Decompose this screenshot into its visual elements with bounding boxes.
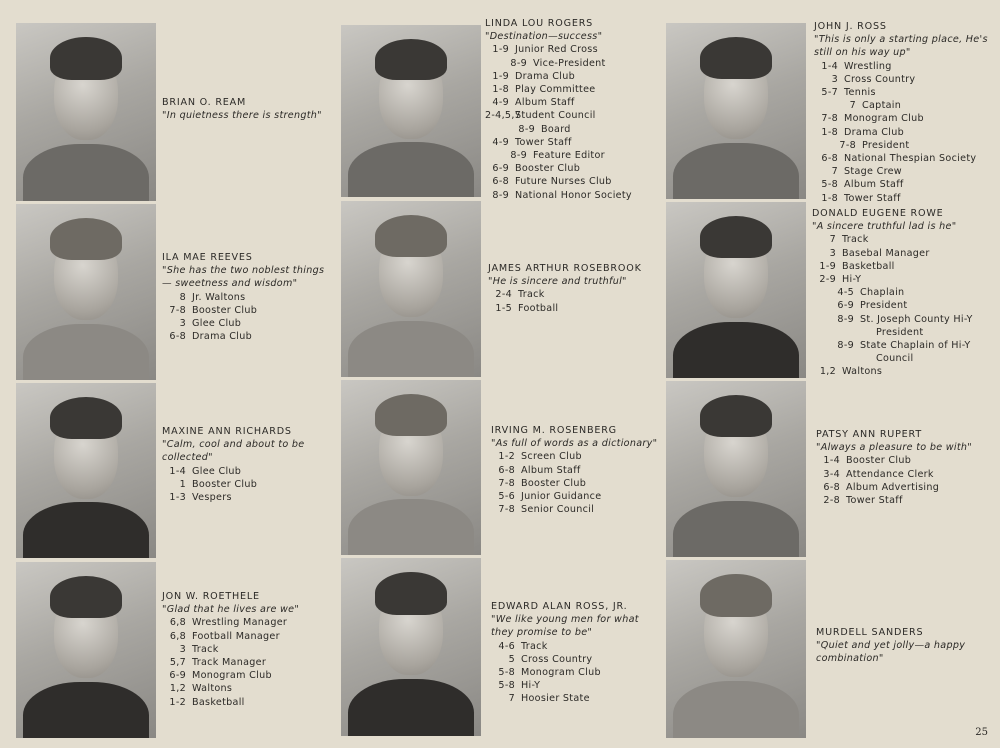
- student-quote: "A sincere truthful lad is he": [812, 221, 957, 233]
- student-quote: "As full of words as a dictionary": [491, 438, 658, 450]
- activity-years: 3: [179, 643, 186, 655]
- student-quote: "This is only a starting place, He's still on his way up": [814, 34, 988, 59]
- activity-years: 6-8: [169, 331, 186, 343]
- activity-years: 7-8: [839, 139, 856, 151]
- student-entry: [162, 425, 332, 504]
- student-name: ILA MAE REEVES: [162, 252, 253, 263]
- activity-label: Tennis: [844, 87, 876, 99]
- activity-years: 1-9: [492, 70, 509, 82]
- activity-years: 4-9: [492, 97, 509, 109]
- activity-years: 1-2: [498, 451, 515, 463]
- activity-years: 5-7: [821, 87, 838, 99]
- activity-label: Booster Club: [192, 478, 258, 490]
- activity-label: Drama Club: [844, 126, 905, 138]
- activity-label: Drama Club: [192, 331, 253, 343]
- activity-row: [162, 304, 332, 317]
- activity-years: 4-9: [492, 136, 509, 148]
- activity-years: 1-2: [169, 696, 186, 708]
- activity-label: President: [876, 326, 924, 338]
- activity-years: 2-8: [823, 495, 840, 507]
- activity-label: Screen Club: [521, 451, 582, 463]
- student-photo-rogers: [341, 25, 481, 197]
- student-entry: [162, 96, 332, 122]
- activity-years: 8-9: [510, 57, 527, 69]
- activity-years: 5-8: [821, 179, 838, 191]
- activity-label: Hoosier State: [521, 693, 590, 705]
- activity-row: [485, 175, 660, 188]
- activity-years: 8-9: [510, 150, 527, 162]
- student-quote: "He is sincere and truthful": [488, 276, 627, 288]
- activity-years: 1-5: [495, 302, 512, 314]
- activity-row: [814, 178, 994, 191]
- activity-label: Glee Club: [192, 318, 242, 330]
- activity-years: 5-8: [498, 667, 515, 679]
- activity-row: [485, 149, 660, 162]
- activity-years: 1-4: [169, 465, 186, 477]
- activity-row: [485, 83, 660, 96]
- activity-years: 5-6: [498, 491, 515, 503]
- activity-years: 5: [508, 653, 515, 665]
- activity-label: President: [860, 300, 908, 312]
- activity-label: Council: [876, 353, 914, 365]
- activity-row: [812, 260, 992, 273]
- activity-label: Album Staff: [521, 464, 581, 476]
- student-name: DONALD EUGENE ROWE: [812, 208, 944, 219]
- activity-years: 8-9: [518, 123, 535, 135]
- activity-years: 1,2: [169, 683, 186, 695]
- activity-row: [488, 288, 658, 301]
- activity-label: Waltons: [192, 683, 233, 695]
- activity-row: [816, 481, 994, 494]
- activity-row: [162, 317, 332, 330]
- activity-row: [814, 86, 994, 99]
- student-entry: [816, 626, 986, 666]
- activity-row: [162, 465, 332, 478]
- student-name: JOHN J. ROSS: [814, 21, 887, 32]
- activity-row: [814, 99, 994, 112]
- activity-row: [162, 491, 332, 504]
- activity-years: 1-8: [492, 84, 509, 96]
- activity-years: 6-8: [498, 464, 515, 476]
- activity-label: Cross Country: [844, 73, 916, 85]
- activity-years: 7-8: [498, 477, 515, 489]
- activity-years: 1-3: [169, 492, 186, 504]
- activity-years: 8-9: [492, 189, 509, 201]
- student-entry: [162, 251, 332, 343]
- activity-label: Booster Club: [521, 477, 587, 489]
- student-quote: "Glad that he lives are we": [162, 604, 300, 616]
- activity-years: 8-9: [837, 313, 854, 325]
- activity-years: 6-8: [821, 153, 838, 165]
- activity-years: 7: [831, 166, 838, 178]
- activity-years: 8: [179, 291, 186, 303]
- activity-years: 5-8: [498, 680, 515, 692]
- activity-row: [162, 682, 332, 695]
- activity-row: [162, 643, 332, 656]
- activity-row: [814, 126, 994, 139]
- activity-years: 3: [179, 318, 186, 330]
- activity-row: [485, 43, 660, 56]
- activity-label: Stage Crew: [844, 166, 902, 178]
- activity-years: 1: [179, 478, 186, 490]
- activity-label: Album Staff: [844, 179, 904, 191]
- activity-row: [812, 299, 992, 312]
- activity-row: [814, 165, 994, 178]
- student-entry: [491, 424, 661, 516]
- activity-label: Drama Club: [515, 70, 576, 82]
- activity-label: Track: [521, 640, 548, 652]
- student-name: JAMES ARTHUR ROSEBROOK: [488, 263, 642, 274]
- student-entry: [816, 428, 994, 507]
- activity-years: 6-8: [823, 481, 840, 493]
- activity-label: Hi-Y: [842, 274, 862, 286]
- student-photo-roethele: [16, 562, 156, 738]
- activity-years: 1-4: [823, 455, 840, 467]
- activity-row: [814, 73, 994, 86]
- student-photo-sanders: [666, 560, 806, 738]
- activity-row: [485, 123, 660, 136]
- activity-row: [162, 669, 332, 682]
- activity-label: Board: [541, 123, 571, 135]
- activity-row: [485, 136, 660, 149]
- activity-label: National Thespian Society: [844, 153, 977, 165]
- activity-label: Attendance Clerk: [846, 468, 934, 480]
- activity-label: Junior Guidance: [521, 491, 602, 503]
- activity-row: [485, 162, 660, 175]
- student-photo-reeves: [16, 204, 156, 380]
- activity-row: [491, 450, 661, 463]
- activity-years: 7: [849, 100, 856, 112]
- activity-label: Basebal Manager: [842, 247, 930, 259]
- student-entry: [162, 590, 332, 709]
- activity-row: [812, 339, 992, 352]
- activity-row: [485, 57, 660, 70]
- activity-years: 1-9: [492, 44, 509, 56]
- activity-label: Chaplain: [860, 287, 905, 299]
- student-name: IRVING M. ROSENBERG: [491, 425, 617, 436]
- activity-row: [485, 109, 660, 122]
- student-photo-rowe: [666, 202, 806, 378]
- activity-row: [162, 616, 332, 629]
- activity-years: 1-9: [819, 260, 836, 272]
- activity-row: [816, 494, 994, 507]
- activity-years: 1-8: [821, 126, 838, 138]
- activity-label: Monogram Club: [192, 670, 272, 682]
- activity-label: Booster Club: [515, 163, 581, 175]
- activity-years: 2-4: [495, 289, 512, 301]
- activity-row: [812, 233, 992, 246]
- activity-label: Feature Editor: [533, 150, 605, 162]
- student-name: MURDELL SANDERS: [816, 627, 924, 638]
- activity-row: [162, 630, 332, 643]
- student-quote: "Destination—success": [485, 31, 603, 43]
- activity-label: Student Council: [515, 110, 596, 122]
- activity-years: 7-8: [498, 504, 515, 516]
- activity-years: 8-9: [837, 340, 854, 352]
- activity-row: [491, 679, 651, 692]
- activity-row: [491, 640, 651, 653]
- activity-row: [162, 330, 332, 343]
- activity-years: 6-9: [492, 163, 509, 175]
- activity-row: [814, 139, 994, 152]
- activity-row: [812, 365, 992, 378]
- student-name: EDWARD ALAN ROSS, JR.: [491, 601, 628, 612]
- activity-label: President: [862, 139, 910, 151]
- activity-row: [491, 464, 661, 477]
- activity-years: 3-4: [823, 468, 840, 480]
- activity-years: 4-5: [837, 287, 854, 299]
- activity-years: 1-8: [821, 192, 838, 204]
- activity-row: [488, 302, 658, 315]
- activity-label: Wrestling: [844, 60, 892, 72]
- activity-label: Play Committee: [515, 84, 596, 96]
- activity-row: [812, 326, 992, 339]
- activity-label: Hi-Y: [521, 680, 541, 692]
- student-photo-john-ross: [666, 23, 806, 199]
- activity-row: [816, 454, 994, 467]
- activity-row: [162, 696, 332, 709]
- activity-label: Junior Red Cross: [515, 44, 598, 56]
- activity-years: 2-9: [819, 274, 836, 286]
- activity-years: 7-8: [169, 304, 186, 316]
- activity-label: Waltons: [842, 366, 883, 378]
- student-name: JON W. ROETHELE: [162, 591, 260, 602]
- activity-row: [812, 352, 992, 365]
- activity-row: [812, 273, 992, 286]
- student-quote: "Calm, cool and about to be collected": [162, 439, 305, 464]
- student-quote: "In quietness there is strength": [162, 110, 322, 122]
- activity-row: [491, 490, 661, 503]
- activity-years: 3: [829, 247, 836, 259]
- activity-label: Track: [842, 234, 869, 246]
- student-photo-rupert: [666, 381, 806, 557]
- activity-row: [812, 313, 992, 326]
- activity-row: [162, 291, 332, 304]
- activity-label: Album Advertising: [846, 481, 940, 493]
- activity-label: Glee Club: [192, 465, 242, 477]
- activity-row: [162, 478, 332, 491]
- student-photo-rosenberg: [341, 380, 481, 555]
- page-number: 25: [975, 727, 988, 738]
- activity-label: Track Manager: [192, 657, 267, 669]
- activity-label: Album Staff: [515, 97, 575, 109]
- activity-years: 1-4: [821, 60, 838, 72]
- activity-row: [812, 247, 992, 260]
- activity-years: 6,8: [169, 617, 186, 629]
- activity-years: 5,7: [169, 657, 186, 669]
- activity-years: 6-9: [169, 670, 186, 682]
- activity-label: Booster Club: [192, 304, 258, 316]
- activity-label: Tower Staff: [515, 136, 572, 148]
- student-entry: [814, 20, 994, 205]
- activity-years: 6-8: [492, 176, 509, 188]
- activity-years: 7: [829, 234, 836, 246]
- activity-label: Tower Staff: [844, 192, 901, 204]
- student-name: LINDA LOU ROGERS: [485, 18, 594, 29]
- activity-label: Football Manager: [192, 630, 280, 642]
- activity-label: Track: [518, 289, 545, 301]
- activity-years: 6,8: [169, 630, 186, 642]
- activity-label: Jr. Waltons: [192, 291, 246, 303]
- activity-label: Basketball: [842, 260, 895, 272]
- activity-row: [491, 477, 661, 490]
- activity-years: 2-4,5,7: [485, 110, 522, 122]
- activity-label: Future Nurses Club: [515, 176, 612, 188]
- activity-row: [816, 468, 994, 481]
- activity-row: [491, 503, 661, 516]
- activity-row: [814, 112, 994, 125]
- activity-row: [485, 189, 660, 202]
- activity-label: Vespers: [192, 492, 232, 504]
- activity-label: Tower Staff: [846, 495, 903, 507]
- activity-label: St. Joseph County Hi-Y: [860, 313, 973, 325]
- activity-label: National Honor Society: [515, 189, 632, 201]
- activity-row: [162, 656, 332, 669]
- activity-label: Football: [518, 302, 559, 314]
- activity-label: Monogram Club: [844, 113, 924, 125]
- student-quote: "She has the two noblest things— sweetness and wisdom": [162, 265, 325, 290]
- activity-label: Basketball: [192, 696, 245, 708]
- student-photo-rosebrook: [341, 201, 481, 377]
- activity-row: [491, 653, 651, 666]
- activity-label: Booster Club: [846, 455, 912, 467]
- student-entry: [812, 207, 992, 379]
- activity-years: 7: [508, 693, 515, 705]
- activity-row: [485, 70, 660, 83]
- activity-label: Captain: [862, 100, 902, 112]
- student-photo-ream: [16, 23, 156, 201]
- activity-years: 6-9: [837, 300, 854, 312]
- student-photo-ross-jr: [341, 558, 481, 736]
- student-name: BRIAN O. REAM: [162, 97, 247, 108]
- activity-years: [812, 326, 876, 339]
- activity-row: [814, 192, 994, 205]
- activity-label: Cross Country: [521, 653, 593, 665]
- activity-label: Wrestling Manager: [192, 617, 288, 629]
- activity-years: 1,2: [819, 366, 836, 378]
- activity-label: Senior Council: [521, 504, 595, 516]
- activity-row: [491, 692, 651, 705]
- activity-row: [812, 286, 992, 299]
- student-name: PATSY ANN RUPERT: [816, 429, 922, 440]
- activity-row: [491, 666, 651, 679]
- student-entry: [491, 600, 651, 706]
- activity-years: [812, 352, 876, 365]
- activity-label: Vice-President: [533, 57, 606, 69]
- activity-label: Monogram Club: [521, 667, 601, 679]
- student-quote: "We like young men for what they promise to be": [491, 614, 639, 639]
- activity-row: [814, 60, 994, 73]
- activity-row: [485, 96, 660, 109]
- student-quote: "Always a pleasure to be with": [816, 442, 973, 454]
- student-name: MAXINE ANN RICHARDS: [162, 426, 292, 437]
- student-entry: [485, 17, 660, 202]
- activity-years: 3: [831, 73, 838, 85]
- activity-row: [814, 152, 994, 165]
- student-photo-richards: [16, 383, 156, 558]
- student-quote: "Quiet and yet jolly—a happy combination": [816, 640, 966, 665]
- student-entry: [488, 262, 658, 315]
- activity-label: Track: [192, 643, 219, 655]
- activity-years: 7-8: [821, 113, 838, 125]
- activity-years: 4-6: [498, 640, 515, 652]
- activity-label: State Chaplain of Hi-Y: [860, 340, 971, 352]
